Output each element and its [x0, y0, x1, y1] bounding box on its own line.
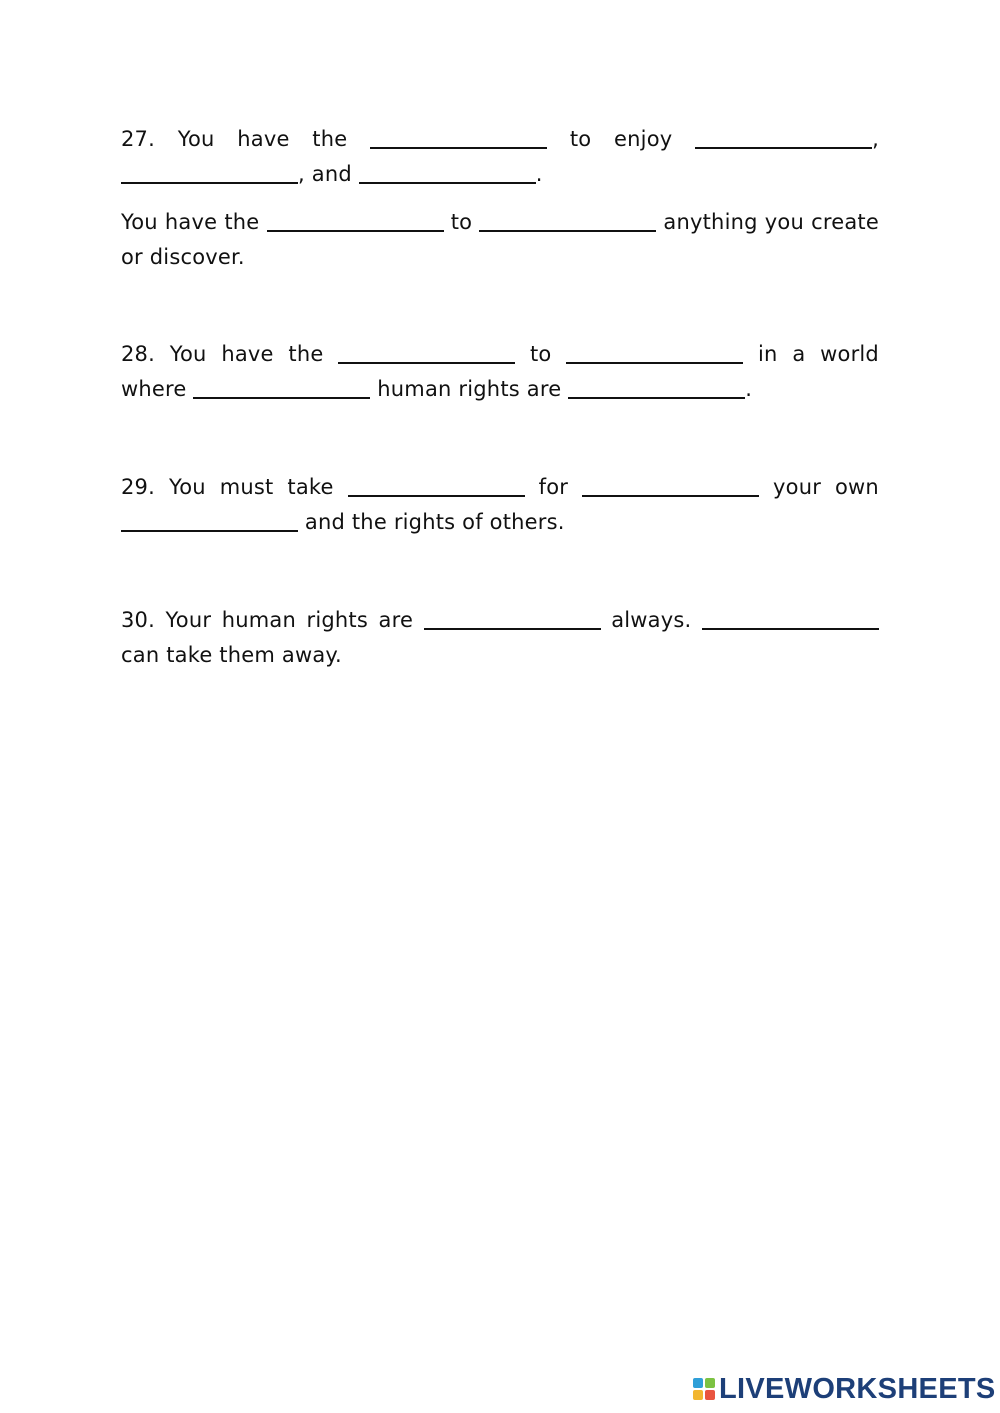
- liveworksheets-logo-icon: [693, 1378, 715, 1400]
- question-27-continued: [121, 205, 879, 275]
- question-text: You must take: [168, 475, 334, 499]
- question-text: You have the: [177, 127, 348, 151]
- question-text: can take them away.: [121, 643, 342, 667]
- question-text: and the rights of others.: [304, 510, 565, 534]
- question-text: , and: [298, 162, 352, 186]
- logo-tile: [705, 1378, 715, 1388]
- question-text: Your human rights are: [165, 608, 414, 632]
- question-text: You have the: [169, 342, 324, 366]
- worksheet-content: [121, 122, 879, 673]
- answer-blank[interactable]: [370, 127, 547, 149]
- question-number: 30.: [121, 608, 155, 632]
- question-text: human rights are: [377, 377, 562, 401]
- question-text: .: [745, 377, 753, 401]
- question-text: ,: [872, 127, 879, 151]
- logo-tile: [705, 1390, 715, 1400]
- question-text: always.: [611, 608, 692, 632]
- answer-blank[interactable]: [582, 475, 759, 497]
- answer-blank[interactable]: [702, 608, 879, 630]
- logo-tile: [693, 1390, 703, 1400]
- answer-blank[interactable]: [193, 377, 370, 399]
- question-number: 28.: [121, 342, 155, 366]
- question-text: in a world where: [121, 342, 879, 401]
- answer-blank[interactable]: [338, 342, 515, 364]
- question-number: 29.: [121, 475, 155, 499]
- answer-blank[interactable]: [695, 127, 872, 149]
- liveworksheets-brand: [693, 1372, 996, 1406]
- answer-blank[interactable]: [566, 342, 743, 364]
- brand-text: LIVEWORKSHEETS: [719, 1372, 996, 1405]
- question-text: .: [535, 162, 543, 186]
- question-27: [121, 122, 879, 192]
- question-number: 27.: [121, 127, 155, 151]
- answer-blank[interactable]: [568, 377, 745, 399]
- question-29: [121, 470, 879, 540]
- question-text: for: [538, 475, 569, 499]
- question-text: your own: [773, 475, 879, 499]
- question-28: [121, 337, 879, 407]
- answer-blank[interactable]: [424, 608, 601, 630]
- answer-blank[interactable]: [121, 162, 298, 184]
- answer-blank[interactable]: [121, 510, 298, 532]
- question-text: anything you create or discover.: [121, 210, 879, 269]
- logo-tile: [693, 1378, 703, 1388]
- answer-blank[interactable]: [359, 162, 536, 184]
- question-text: You have the: [121, 210, 260, 234]
- question-text: to enjoy: [569, 127, 673, 151]
- answer-blank[interactable]: [267, 210, 444, 232]
- question-30: [121, 603, 879, 673]
- answer-blank[interactable]: [348, 475, 525, 497]
- question-text: to: [530, 342, 552, 366]
- answer-blank[interactable]: [479, 210, 656, 232]
- question-text: to: [450, 210, 473, 234]
